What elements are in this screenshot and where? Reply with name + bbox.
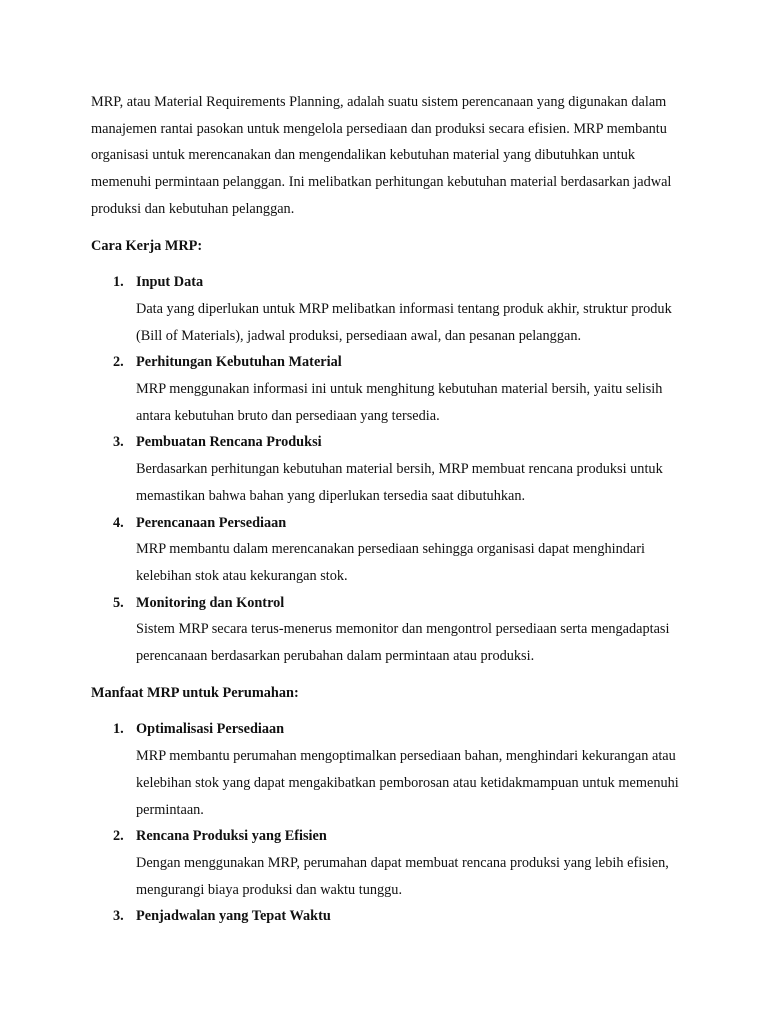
list-item: [91, 716, 691, 823]
section-heading-benefits: Manfaat MRP untuk Perumahan:: [91, 684, 299, 701]
list-item-title: Rencana Produksi yang Efisien: [136, 828, 327, 845]
list-item-description: MRP menggunakan informasi ini untuk menghitung kebutuhan material bersih, yaitu selisih antara kebutuhan bruto dan persediaan yang tersedia.: [136, 381, 663, 424]
document-body: [91, 89, 691, 940]
list-item-description: Sistem MRP secara terus-menerus memonitor dan mengontrol persediaan serta mengadaptasi perencanaan berdasarkan perubahan dalam permintaan atau produksi.: [136, 621, 670, 665]
list-item-title: Optimalisasi Persediaan: [136, 721, 285, 738]
list-item: [91, 429, 691, 509]
list-item: [91, 269, 691, 349]
list-item-number: 3.: [113, 434, 124, 451]
list-item-title: Penjadwalan yang Tepat Waktu: [136, 908, 331, 925]
intro-paragraph: MRP, atau Material Requirements Planning, adalah suatu sistem perencanaan yang digunakan dalam manajemen rantai pasokan untuk mengelola persediaan dan produksi secara efisien. MRP membantu organisasi untuk merencanakan dan mengendalikan kebutuhan material yang dibutuhkan untuk memenuhi permintaan pelanggan. Ini melibatkan perhitungan kebutuhan material berdasarkan jadwal produksi dan kebutuhan pelanggan.: [91, 94, 672, 217]
list-item-title: Monitoring dan Kontrol: [136, 594, 285, 611]
list-item-title: Input Data: [136, 274, 204, 291]
list-item-number: 1.: [113, 721, 124, 738]
how-it-works-list: [91, 269, 691, 670]
list-item: [91, 823, 691, 903]
benefits-list: [91, 716, 691, 930]
list-item: [91, 590, 691, 670]
list-item: [91, 903, 691, 930]
list-item-number: 4.: [113, 514, 124, 531]
list-item-title: Perencanaan Persediaan: [136, 514, 287, 531]
list-item-number: 2.: [113, 354, 124, 371]
list-item: [91, 510, 691, 590]
list-item-title: Perhitungan Kebutuhan Material: [136, 354, 342, 371]
list-item-description: MRP membantu perumahan mengoptimalkan persediaan bahan, menghindari kekurangan atau kelebihan stok yang dapat mengakibatkan pemborosan atau ketidakmampuan untuk memenuhi permintaan.: [136, 748, 679, 818]
list-item-title: Pembuatan Rencana Produksi: [136, 434, 322, 451]
list-item: [91, 349, 691, 429]
list-item-description: Berdasarkan perhitungan kebutuhan material bersih, MRP membuat rencana produksi untuk memastikan bahwa bahan yang diperlukan tersedia saat dibutuhkan.: [136, 461, 663, 504]
list-item-number: 5.: [113, 594, 124, 611]
list-item-description: MRP membantu dalam merencanakan persediaan sehingga organisasi dapat menghindari kelebihan stok atau kekurangan stok.: [136, 541, 645, 584]
list-item-number: 3.: [113, 908, 124, 925]
section-heading-how-it-works: Cara Kerja MRP:: [91, 237, 203, 254]
list-item-description: Data yang diperlukan untuk MRP melibatkan informasi tentang produk akhir, struktur produk (Bill of Materials), jadwal produksi, persediaan awal, dan pesanan pelanggan.: [136, 300, 672, 344]
list-item-number: 1.: [113, 274, 124, 291]
list-item-description: Dengan menggunakan MRP, perumahan dapat membuat rencana produksi yang lebih efisien, mengurangi biaya produksi dan waktu tunggu.: [136, 854, 669, 898]
list-item-number: 2.: [113, 828, 124, 845]
